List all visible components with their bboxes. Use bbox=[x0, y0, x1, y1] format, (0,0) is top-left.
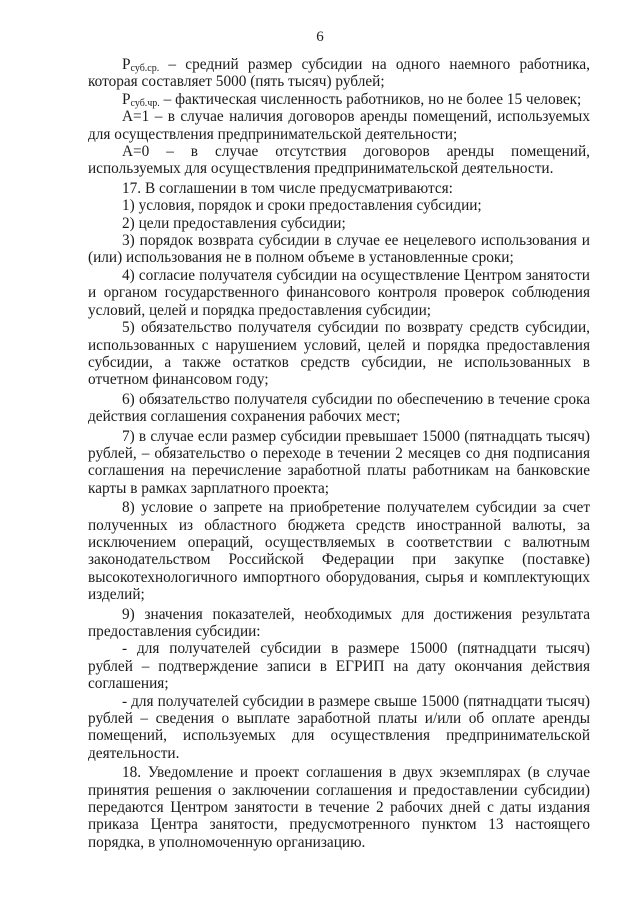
definition-text: – фактическая численность работников, но не более 15 человек; bbox=[159, 90, 582, 108]
document-body bbox=[88, 56, 590, 851]
list-item: 7) в случае если размер субсидии превышает 15000 (пятнадцать тысяч) рублей, – обязательство о переходе в течении 2 месяцев со дня подписания соглашения на перечисление заработной платы работникам на банковские карты в рамках зарплатного проекта; bbox=[88, 427, 590, 497]
list-item: 6) обязательство получателя субсидии по обеспечению в течение срока действия соглашения сохранения рабочих мест; bbox=[88, 390, 590, 426]
section-paragraph-18: 18. Уведомление и проект соглашения в двух экземплярах (в случае принятия решения о заключении соглашения и предоставлении субсидии) передаются Центром занятости в течение 2 рабочих дней с даты издания приказа Центра занятости, предусмотренного пунктом 13 настоящего порядка, в уполномоченную организацию. bbox=[88, 764, 590, 851]
formula-symbol: P bbox=[122, 90, 131, 108]
paragraph: A=1 – в случае наличия договоров аренды помещений, используемых для осуществления предпринимательской деятельности; bbox=[88, 108, 590, 143]
paragraph: A=0 – в случае отсутствия договоров аренды помещений, используемых для осуществления предпринимательской деятельности. bbox=[88, 143, 590, 178]
formula-subscript: суб.чр. bbox=[130, 97, 160, 109]
definition-paragraph bbox=[88, 56, 590, 91]
list-item: 8) условие о запрете на приобретение получателем субсидии за счет полученных из областного бюджета средств иностранной валюты, за исключением операций, осуществляемых в соответствии с валютным законодательством Российской Федерации при закупке (поставке) высокотехнологичного импортного оборудования, сырья и комплектующих изделий; bbox=[88, 499, 590, 604]
list-item: 5) обязательство получателя субсидии по возврату средств субсидии, использованных с нарушением условий, целей и порядка предоставления субсидии, а также остатков средств субсидии, не использованных в отчетном финансовом году; bbox=[88, 319, 590, 389]
definition-text: – средний размер субсидии на одного наемного работника, которая составляет 5000 (пять тысяч) рублей; bbox=[88, 56, 590, 91]
sub-list-item: - для получателей субсидии в размере 15000 (пятнадцати тысяч) рублей – подтверждение записи в ЕГРИП на дату окончания действия соглашения; bbox=[88, 640, 590, 693]
page-number: 6 bbox=[316, 29, 324, 45]
list-item: 2) цели предоставления субсидии; bbox=[122, 214, 346, 232]
list-item: 9) значения показателей, необходимых для достижения результата предоставления субсидии: bbox=[88, 605, 590, 640]
list-item: 3) порядок возврата субсидии в случае ее нецелевого использования и (или) использования не в полном объеме в установленные сроки; bbox=[88, 232, 590, 267]
list-item: 4) согласие получателя субсидии на осуществление Центром занятости и органом государственного финансового контроля проверок соблюдения условий, целей и порядка предоставления субсидии; bbox=[88, 266, 590, 319]
list-item: 1) условия, порядок и сроки предоставления субсидии; bbox=[122, 197, 482, 215]
section-heading-17: 17. В соглашении в том числе предусматриваются: bbox=[122, 179, 453, 197]
formula-subscript: суб.ср. bbox=[130, 63, 160, 74]
sub-list-item: - для получателей субсидии в размере свыше 15000 (пятнадцати тысяч) рублей – сведения о выплате заработной платы и/или об оплате аренды помещений, используемых для осуществления предпринимательской деятельности. bbox=[88, 692, 590, 762]
definition-paragraph bbox=[88, 91, 590, 108]
formula-symbol: P bbox=[122, 56, 131, 73]
